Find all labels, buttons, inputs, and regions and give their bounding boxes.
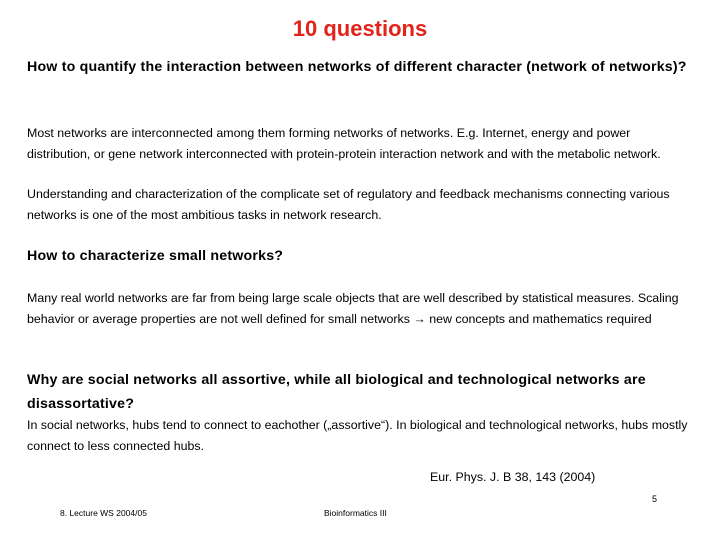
answer-2-paragraph-1: Many real world networks are far from being large scale objects that are well described by statistical measures. Scaling behavior or average properties are not well defined for small networks → new concepts and mathematics required bbox=[27, 291, 679, 326]
question-2: How to characterize small networks? bbox=[27, 248, 284, 264]
footer-course: Bioinformatics III bbox=[324, 508, 387, 518]
question-1: How to quantify the interaction between networks of different character (network of networks)? bbox=[27, 59, 687, 75]
answer-3-paragraph-1: In social networks, hubs tend to connect to eachother („assortive“). In biological and technological networks, hubs mostly connect to less connected hubs. bbox=[27, 418, 688, 453]
answer-1-paragraph-1: Most networks are interconnected among them forming networks of networks. E.g. Internet, energy and power distribution, or gene network interconnected with protein-protein interaction network and with the metabolic network. bbox=[27, 126, 661, 161]
reference-citation: Eur. Phys. J. B 38, 143 (2004) bbox=[430, 470, 596, 484]
page-number: 5 bbox=[652, 494, 658, 504]
page-title: 10 questions bbox=[292, 16, 428, 41]
answer-1-paragraph-2: Understanding and characterization of the complicate set of regulatory and feedback mechanisms connecting various networks is one of the most ambitious tasks in network research. bbox=[27, 187, 670, 222]
footer-lecture: 8. Lecture WS 2004/05 bbox=[60, 508, 147, 518]
question-3: Why are social networks all assortive, while all biological and technological networks are disassortative? bbox=[27, 372, 646, 412]
